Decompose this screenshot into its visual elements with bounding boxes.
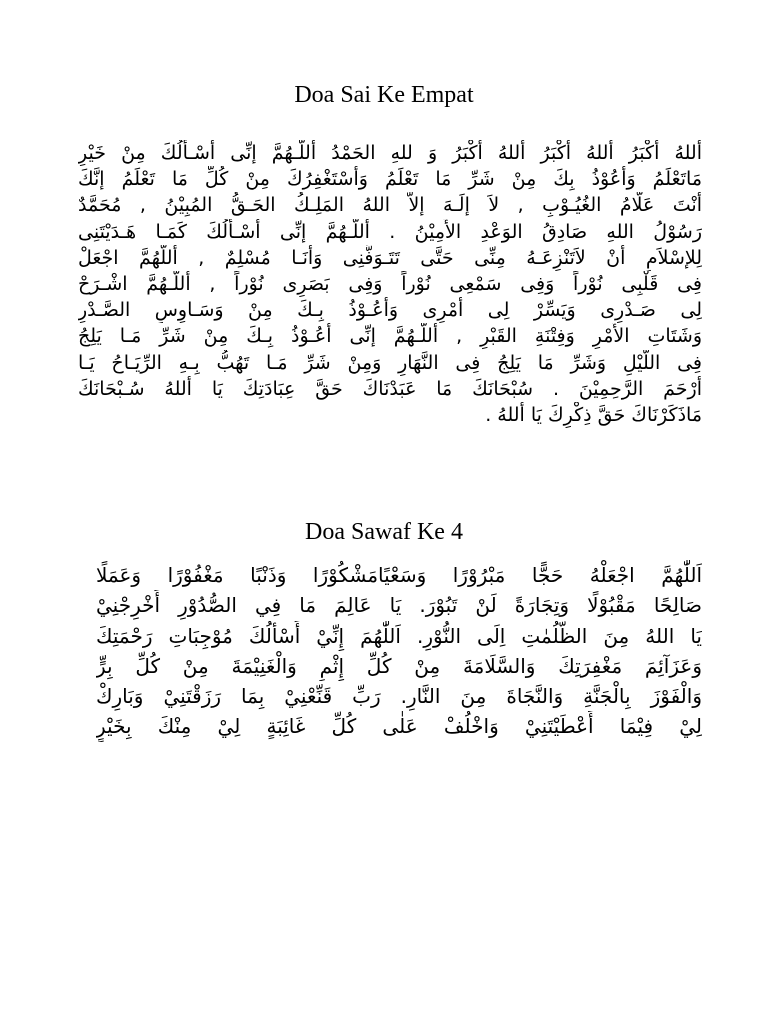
section-2-line-5: وَالْفَوْزَ بِالْجَنَّةِ وَالنَّجَاةَ مِنَ النَّارِ. رَبِّ قَنِّعْنِيْ بِمَا رَزَقْتَنِيْ وَبَارِكْ	[96, 684, 702, 709]
section-2-title: Doa Sawaf Ke 4	[305, 519, 463, 545]
section-1-line-7: لِى صَـدْرِى وَيَسِّرْ لِى أَمْرِى وَأَعُـوْذُ بِـكَ مِنْ وَسَـاوِسِ الصَّـدْرِ	[78, 299, 702, 322]
section-1-line-8: وَشَتَاتِ الأَمْرِ وَفِتْنَةِ القَبْرِ , أَللّـهُمَّ إنِّى أَعُـوْذُ بِـكَ مِنْ شَرِّ مَـا يَلِجُ	[78, 325, 702, 348]
section-2-line-1: اَللّٰهُمَّ اجْعَلْهُ حَجًّا مَبْرُوْرًا وَسَعْيًامَشْكُوْرًا وَذَنْبًا مَغْفُوْرًا وَعَمَلًا	[96, 563, 702, 587]
section-1-line-4: رَسُوْلُ اللهِ صَادِقُ الوَعْدِ الأَمِيْنُ . أَللّـهُمَّ إنِّى أَسْـأَلُكَ كَمَـا هَـدَيْتَنِى	[78, 220, 702, 243]
section-2-line-2: صَالِحًا مَقْبُوْلًا وَتِجَارَةً لَنْ تَبُوْرَ. يَا عَالِمَ مَا فِي الصُّدُوْرِ أَخْرِجْنِيْ	[96, 593, 702, 618]
section-1-line-11: مَاذَكَرْنَاكَ حَقَّ ذِكْرِكَ يَا أَللهُ .	[485, 403, 702, 426]
section-2-arabic-text	[96, 560, 702, 742]
section-1-line-3: أَنْتَ عَلَّامُ الغُيُـوْبِ , لاَ إلَـهَ إلاَّ اللهُ المَلِـكُ الحَـقُّ المُبِيْنُ , مُحَمَّدٌ	[78, 194, 702, 217]
section-1-line-10: أَرْحَمَ الرَّحِمِيْنَ . سُبْحَانَكَ مَا عَبَدْنَاكَ حَقَّ عِبَادَتِكَ يَا أَللهُ سُـبْحَانَكَ	[78, 377, 702, 400]
section-1-line-1: أللهُ أَكْبَرُ أللهُ أَكْبَرُ أللهُ أَكْبَرُ وَ للهِ الحَمْدُ أَللّـهُمَّ إنِّى أَسْـأَلُكَ مِنْ خَيْرِ	[78, 142, 702, 164]
section-1-arabic-text	[78, 140, 702, 428]
section-1-line-5: لِلإسْلاَمِ أَنْ لاَتَنْزِعَـهُ مِنِّى حَتَّى تَتَـوَفَّنِى وَأَنَـا مُسْلِمٌ , أَللّهُمَّ اجْعَلْ	[78, 246, 702, 269]
section-2-line-4: وَعَزَآئِمَ مَغْفِرَتِكَ وَالسَّلَامَةَ مِنْ كُلِّ إِثْمٍ وَالْغَنِيْمَةَ مِنْ كُلِّ بِرٍّ	[96, 653, 702, 678]
section-2-line-6: لِيْ فِيْمَا أَعْطَيْتَنِيْ وَاخْلُفْ عَلٰى كُلِّ غَائِبَةٍ لِيْ مِنْكَ بِخَيْرٍ	[96, 714, 702, 739]
section-1-line-9: فِى اللَّيْلِ وَشَرِّ مَا يَلِجُ فِى النَّهَارِ وَمِنْ شَرِّ مَـا تَهُبُّ بِـهِ الرِّيَـاحُ يَـا	[78, 351, 702, 374]
section-1-line-2: مَاتَعْلَمُ وَأَعُوْذُ بِكَ مِنْ شَرِّ مَا تَعْلَمُ وَأَسْتَغْفِرُكَ مِنْ كُلِّ مَا تَعْلَمُ إنَّكَ	[78, 168, 702, 191]
section-2-line-3: يَا اللهُ مِنَ الظُّلُمٰتِ اِلَى النُّوْرِ. اَللّٰهُمَ إِنِّيْ أَسْأَلُكَ مُوْجِبَاتِ رَحْمَتِكَ	[96, 623, 702, 648]
section-1-title: Doa Sai Ke Empat	[294, 82, 474, 108]
section-1-line-6: فِى قَلْبِى نُوْراً وَفِى سَمْعِى نُوْراً وَفِى بَصَرِى نُوْراً , أَللّـهُمَّ اشْـرَحْ	[78, 272, 702, 295]
